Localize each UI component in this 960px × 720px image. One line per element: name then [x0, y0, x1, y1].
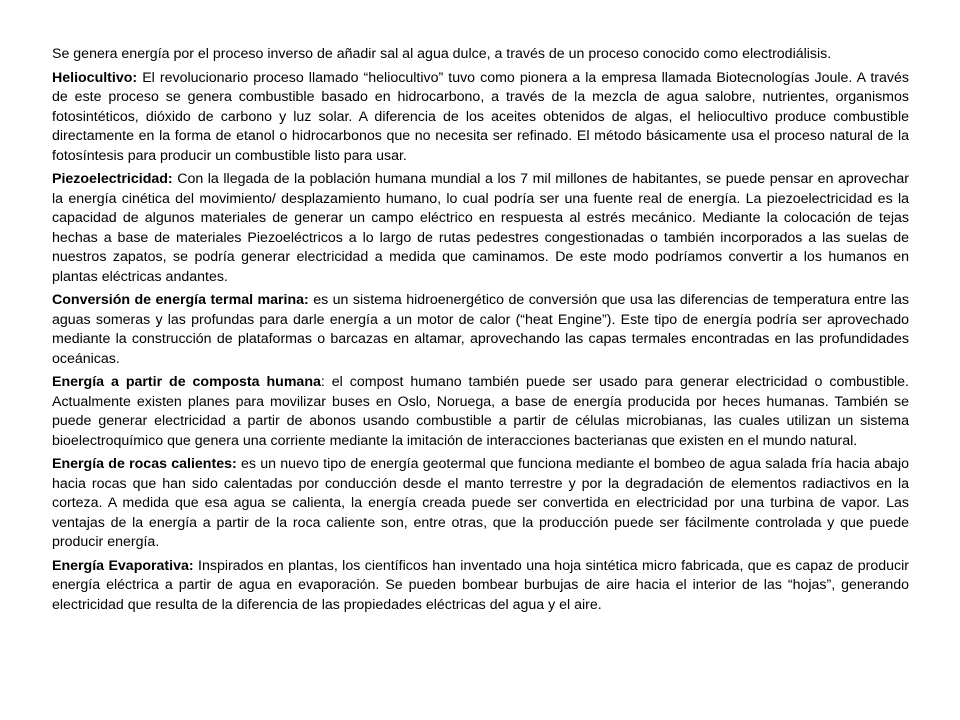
document-body [52, 45, 909, 619]
paragraph-rocas-calientes [52, 455, 909, 553]
paragraph-energia-evaporativa [52, 557, 909, 616]
paragraph-term: Energía de rocas calientes: [52, 456, 237, 472]
paragraph-text: : el compost humano también puede ser usado para generar electricidad o combustible. Actualmente existen planes para movilizar buses en Oslo, Noruega, a base de energía producida por heces humanas. También se puede generar electricidad a partir de abonos usando combustible a partir de células microbianas, las cuales utilizan un sistema bioelectroquímico que genera una corriente mediante la imitación de interacciones bacterianas que existen en el mundo natural. [52, 374, 909, 449]
paragraph-heliocultivo [52, 69, 909, 167]
paragraph-term: Energía Evaporativa: [52, 557, 194, 574]
paragraph-text: es un nuevo tipo de energía geotermal que funciona mediante el bombeo de agua salada fría hacia abajo hacia rocas que han sido calentadas por conducción desde el manto terrestre y por la degradación de elementos radiactivos en la corteza. A medida que esa agua se calienta, la energía creada puede ser convertida en electricidad por una turbina de vapor. Las ventajas de la energía a partir de la roca caliente son, entre otras, que la producción puede ser fácilmente controlada y que puede producir energía. [52, 456, 909, 550]
paragraph-electrodialisis [52, 45, 909, 65]
paragraph-conversion-termal-marina [52, 291, 909, 369]
paragraph-term: Energía a partir de composta humana [52, 374, 321, 390]
paragraph-text: Con la llegada de la población humana mundial a los 7 mil millones de habitantes, se puede pensar en aprovechar la energía cinética del movimiento/ desplazamiento humano, lo cual podría ser una fuente real de energía. La piezoelectricidad es la capacidad de algunos materiales de generar un campo eléctrico en respuesta al estrés mecánico. Mediante la colocación de tejas hechas a base de materiales Piezoeléctricos a lo largo de rutas pedestres congestionadas o también incorporados a las suelas de nuestros zapatos, se podría generar electricidad a medida que caminamos. De este modo podríamos convertir a los humanos en plantas eléctricas andantes. [52, 171, 909, 285]
paragraph-text: Inspirados en plantas, los científicos han inventado una hoja sintética micro fabricada, que es capaz de producir energía eléctrica a partir de agua en evaporación. Se pueden bombear burbujas de aire hacia el interior de las “hojas”, generando electricidad que resulta de la diferencia de las propiedades eléctricas del agua y el aire. [52, 557, 909, 613]
paragraph-term: Conversión de energía termal marina: [52, 292, 309, 308]
paragraph-term: Piezoelectricidad: [52, 171, 173, 187]
paragraph-text: es un sistema hidroenergético de conversión que usa las diferencias de temperatura entre las aguas someras y las profundas para darle energía a un motor de calor (“heat Engine”). Este tipo de energía podría ser aprovechado mediante la construcción de plataformas o barcazas en altamar, aprovechando las capas termales encontradas en las profundidades oceánicas. [52, 292, 910, 367]
paragraph-piezoelectricidad [52, 170, 909, 287]
paragraph-composta-humana [52, 373, 909, 451]
paragraph-text: Se genera energía por el proceso inverso de añadir sal al agua dulce, a través de un proceso conocido como electrodiálisis. [52, 46, 832, 62]
paragraph-term: Heliocultivo: [52, 69, 138, 86]
paragraph-text: El revolucionario proceso llamado “heliocultivo” tuvo como pionera a la empresa llamada Biotecnologías Joule. A través de este proceso se genera combustible basado en hidrocarbono, a través de la mezcla de agua salobre, nutrientes, organismos fotosintéticos, dióxido de carbono y luz solar. A diferencia de los aceites obtenidos de algas, el heliocultivo produce combustible directamente en la forma de etanol o hidrocarbonos que no necesita ser refinado. El método básicamente usa el proceso natural de la fotosíntesis para producir un combustible listo para usar. [52, 69, 909, 164]
